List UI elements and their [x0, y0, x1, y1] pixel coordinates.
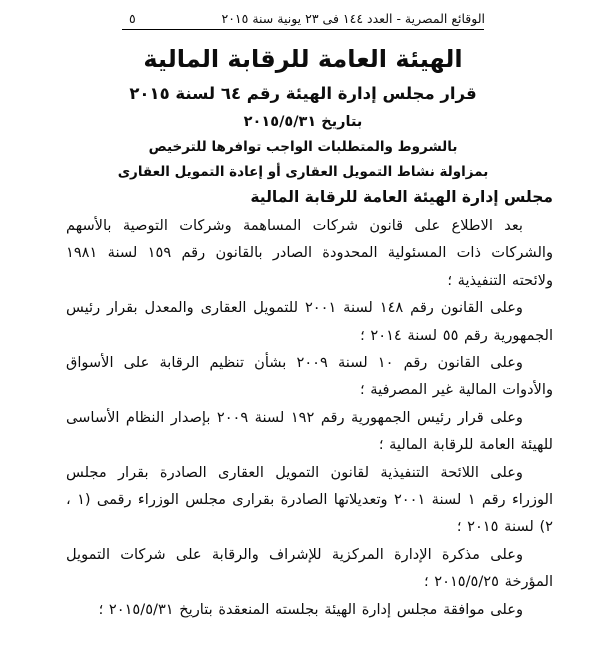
preamble-paragraph: وعلى اللائحة التنفيذية لقانون التمويل العقارى الصادرة بقرار مجلس الوزراء رقم ١ لسنة ٢٠٠١ وتعديلاتها الصادرة بقرارى مجلس الوزراء رقمى (١ ، ٢) لسنة ٢٠١٥ ؛	[66, 463, 553, 536]
issue-line: الوقائع المصرية - العدد ١٤٤ فى ٢٣ يونية سنة ٢٠١٥	[221, 11, 485, 26]
header-divider	[122, 29, 484, 30]
preamble-paragraph: وعلى مذكرة الإدارة المركزية للإشراف والرقابة على شركات التمويل المؤرخة ٢٠١٥/٥/٢٥ ؛	[66, 545, 553, 591]
preamble-paragraph: وعلى القانون رقم ١٤٨ لسنة ٢٠٠١ للتمويل العقارى والمعدل بقرار رئيس الجمهورية رقم ٥٥ لسنة ٢٠١٤ ؛	[66, 299, 553, 344]
decision-title: قرار مجلس إدارة الهيئة رقم ٦٤ لسنة ٢٠١٥	[129, 84, 477, 103]
authority-title: الهيئة العامة للرقابة المالية	[143, 45, 463, 73]
preamble-heading: مجلس إدارة الهيئة العامة للرقابة المالية	[250, 188, 553, 206]
running-head	[121, 11, 485, 26]
page-number: ٥	[129, 11, 136, 26]
decision-date: بتاريخ ٢٠١٥/٥/٣١	[243, 114, 363, 130]
preamble-paragraph: وعلى قرار رئيس الجمهورية رقم ١٩٢ لسنة ٢٠٠٩ بإصدار النظام الأساسى للهيئة العامة للرقابة المالية ؛	[66, 408, 553, 454]
preamble-paragraph: بعد الاطلاع على قانون شركات المساهمة وشركات التوصية بالأسهم والشركات ذات المسئولية المحدودة الصادر بالقانون رقم ١٥٩ لسنة ١٩٨١ ولائحته التنفيذية ؛	[66, 217, 553, 289]
preamble-paragraph: وعلى موافقة مجلس إدارة الهيئة بجلسته المنعقدة بتاريخ ٢٠١٥/٥/٣١ ؛	[98, 600, 523, 618]
subject-line-2: بمزاولة نشاط التمويل العقارى أو إعادة التمويل العقارى	[117, 164, 489, 180]
preamble-section	[0, 188, 606, 623]
subject-line-1: بالشروط والمتطلبات الواجب توافرها للترخيص	[148, 139, 458, 155]
title-block	[0, 45, 606, 180]
preamble-paragraph: وعلى القانون رقم ١٠ لسنة ٢٠٠٩ بشأن تنظيم الرقابة على الأسواق والأدوات المالية غير المصرفية ؛	[66, 354, 553, 399]
